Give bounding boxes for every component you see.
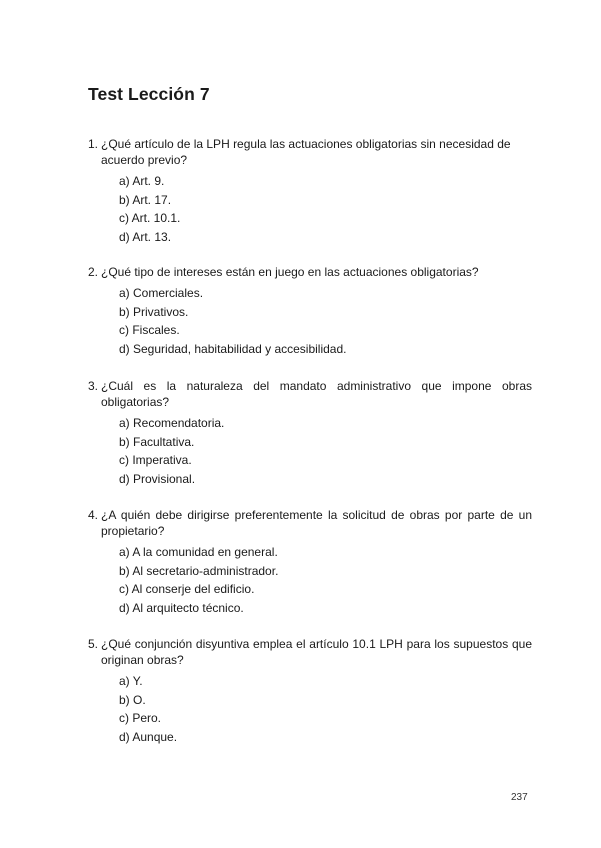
answer-options <box>88 172 532 246</box>
question-text <box>88 507 532 539</box>
question-number: 4. <box>88 508 99 522</box>
answer-option-d: d) Provisional. <box>119 471 196 486</box>
answer-options <box>88 414 532 488</box>
answer-option-a: a) Art. 9. <box>119 174 165 188</box>
answer-option-c: c) Al conserje del edificio. <box>119 582 255 596</box>
answer-option-d: d) Aunque. <box>119 729 178 744</box>
question-5 <box>88 636 532 746</box>
question-body: ¿A quién debe dirigirse preferentemente la solicitud de obras por parte de un propietario? <box>101 508 532 538</box>
answer-option-d: d) Al arquitecto técnico. <box>119 600 244 615</box>
question-4 <box>88 507 532 617</box>
answer-option-d: d) Art. 13. <box>119 229 172 244</box>
answer-option-c: c) Pero. <box>119 711 162 725</box>
answer-option-b: b) Privativos. <box>119 304 189 319</box>
answer-option-b: b) Al secretario-administrador. <box>119 563 279 578</box>
question-body: ¿Cuál es la naturaleza del mandato administrativo que impone obras obligatorias? <box>101 379 532 409</box>
question-3 <box>88 378 532 488</box>
answer-options <box>88 672 532 746</box>
question-body: ¿Qué artículo de la LPH regula las actuaciones obligatorias sin necesidad de acuerdo previo? <box>101 137 511 167</box>
answer-options <box>88 284 532 358</box>
answer-option-a: a) A la comunidad en general. <box>119 545 278 559</box>
answer-option-a: a) Recomendatoria. <box>119 416 225 430</box>
answer-option-d: d) Seguridad, habitabilidad y accesibilidad. <box>119 341 347 356</box>
question-body: ¿Qué conjunción disyuntiva emplea el artículo 10.1 LPH para los supuestos que originan obras? <box>101 637 532 667</box>
question-number: 1. <box>88 137 99 151</box>
answer-option-c: c) Fiscales. <box>119 323 180 337</box>
answer-option-b: b) Facultativa. <box>119 434 195 449</box>
answer-option-c: c) Imperativa. <box>119 453 192 467</box>
answer-option-a: a) Y. <box>119 674 143 688</box>
question-1 <box>88 136 532 246</box>
answer-options <box>88 543 532 617</box>
question-2 <box>88 264 532 358</box>
answer-option-c: c) Art. 10.1. <box>119 211 181 225</box>
page-number: 237 <box>511 792 528 803</box>
answer-option-a: a) Comerciales. <box>119 286 204 300</box>
question-text <box>88 636 532 668</box>
question-text <box>88 264 532 280</box>
question-body: ¿Qué tipo de intereses están en juego en las actuaciones obligatorias? <box>101 265 479 279</box>
question-number: 3. <box>88 379 99 393</box>
question-number: 2. <box>88 265 99 279</box>
question-number: 5. <box>88 637 99 651</box>
answer-option-b: b) O. <box>119 692 146 707</box>
answer-option-b: b) Art. 17. <box>119 192 172 207</box>
page-title: Test Lección 7 <box>88 84 210 104</box>
question-text <box>88 136 532 168</box>
question-text <box>88 378 532 410</box>
